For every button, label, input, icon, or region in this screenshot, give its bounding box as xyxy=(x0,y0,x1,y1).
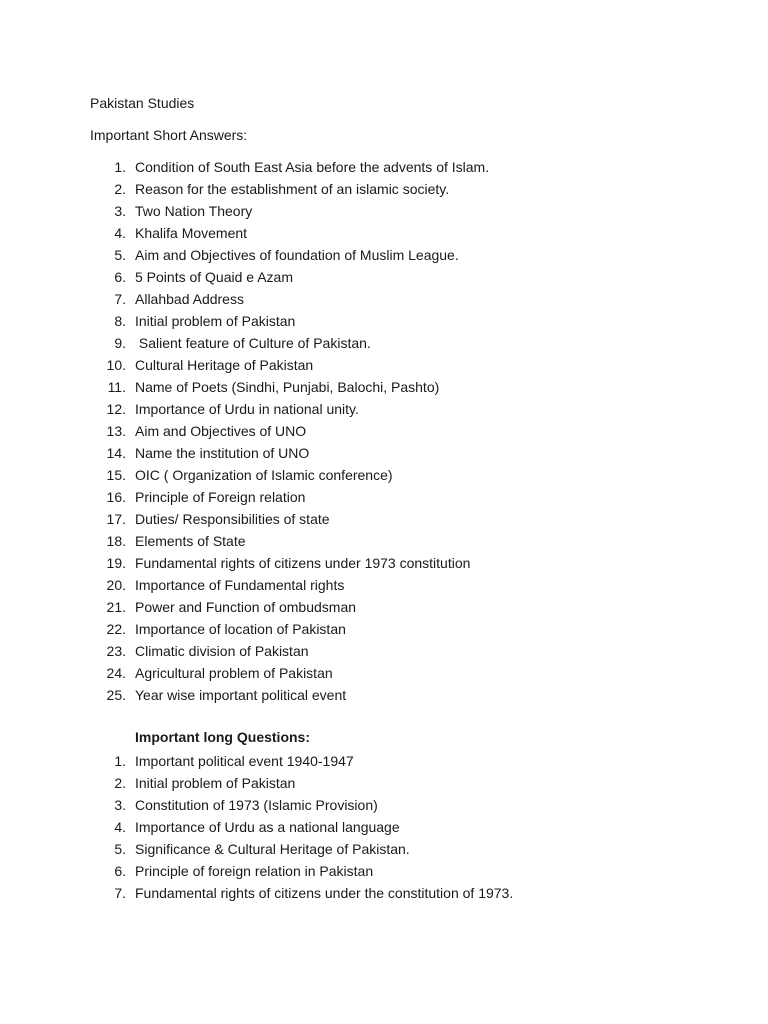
item-text: Agricultural problem of Pakistan xyxy=(135,665,333,681)
item-number: 24. xyxy=(106,665,126,681)
item-number: 12. xyxy=(106,401,126,417)
item-text: 5 Points of Quaid e Azam xyxy=(135,269,293,285)
item-text: OIC ( Organization of Islamic conference) xyxy=(135,467,393,483)
item-text: Year wise important political event xyxy=(135,687,347,703)
item-text: Significance & Cultural Heritage of Pakistan. xyxy=(135,841,410,857)
item-text: Name of Poets (Sindhi, Punjabi, Balochi, Pashto) xyxy=(135,379,440,395)
item-text: Initial problem of Pakistan xyxy=(135,313,296,329)
long-questions-heading: Important long Questions: xyxy=(135,729,310,745)
item-number: 17. xyxy=(106,511,126,527)
item-text: Importance of location of Pakistan xyxy=(135,621,346,637)
item-text: Elements of State xyxy=(135,533,246,549)
item-text: Salient feature of Culture of Pakistan. xyxy=(135,335,371,351)
item-text: Importance of Urdu as a national language xyxy=(135,819,400,835)
item-text: Duties/ Responsibilities of state xyxy=(135,511,330,527)
item-number: 23. xyxy=(106,643,126,659)
item-text: Fundamental rights of citizens under 1973 constitution xyxy=(135,555,471,571)
item-number: 10. xyxy=(106,357,126,373)
item-number: 2. xyxy=(114,181,126,197)
item-number: 4. xyxy=(114,225,126,241)
item-number: 16. xyxy=(106,489,126,505)
item-number: 11. xyxy=(107,379,126,395)
item-number: 6. xyxy=(114,269,126,285)
item-text: Aim and Objectives of UNO xyxy=(135,423,307,439)
item-text: Power and Function of ombudsman xyxy=(135,599,357,615)
item-text: Aim and Objectives of foundation of Muslim League. xyxy=(135,247,459,263)
item-text: Fundamental rights of citizens under the constitution of 1973. xyxy=(135,885,514,901)
item-number: 7. xyxy=(114,885,126,901)
item-text: Cultural Heritage of Pakistan xyxy=(135,357,314,373)
item-text: Principle of Foreign relation xyxy=(135,489,306,505)
item-text: Allahbad Address xyxy=(135,291,244,307)
item-number: 21. xyxy=(106,599,126,615)
item-number: 3. xyxy=(114,203,126,219)
item-number: 5. xyxy=(114,841,126,857)
item-number: 25. xyxy=(106,687,126,703)
item-number: 20. xyxy=(106,577,126,593)
item-text: Reason for the establishment of an islamic society. xyxy=(135,181,450,197)
item-text: Importance of Urdu in national unity. xyxy=(135,401,359,417)
item-text: Constitution of 1973 (Islamic Provision) xyxy=(135,797,378,813)
item-text: Climatic division of Pakistan xyxy=(135,643,309,659)
item-number: 3. xyxy=(114,797,126,813)
item-number: 8. xyxy=(114,313,126,329)
item-number: 1. xyxy=(114,159,126,175)
item-text: Condition of South East Asia before the advents of Islam. xyxy=(135,159,490,175)
item-text: Important political event 1940-1947 xyxy=(135,753,354,769)
item-text: Importance of Fundamental rights xyxy=(135,577,345,593)
item-number: 13. xyxy=(106,423,126,439)
document-title: Pakistan Studies xyxy=(90,95,195,111)
item-number: 19. xyxy=(106,555,126,571)
item-text: Khalifa Movement xyxy=(135,225,248,241)
item-number: 18. xyxy=(106,533,126,549)
item-text: Name the institution of UNO xyxy=(135,445,310,461)
item-number: 15. xyxy=(106,467,126,483)
item-number: 2. xyxy=(114,775,126,791)
item-number: 5. xyxy=(114,247,126,263)
item-number: 7. xyxy=(114,291,126,307)
item-text: Initial problem of Pakistan xyxy=(135,775,296,791)
item-text: Principle of foreign relation in Pakistan xyxy=(135,863,374,879)
item-number: 22. xyxy=(106,621,126,637)
item-number: 9. xyxy=(114,335,126,351)
item-number: 4. xyxy=(114,819,126,835)
item-number: 6. xyxy=(114,863,126,879)
item-number: 14. xyxy=(106,445,126,461)
item-number: 1. xyxy=(114,753,126,769)
short-answers-heading: Important Short Answers: xyxy=(90,127,248,143)
item-text: Two Nation Theory xyxy=(135,203,253,219)
